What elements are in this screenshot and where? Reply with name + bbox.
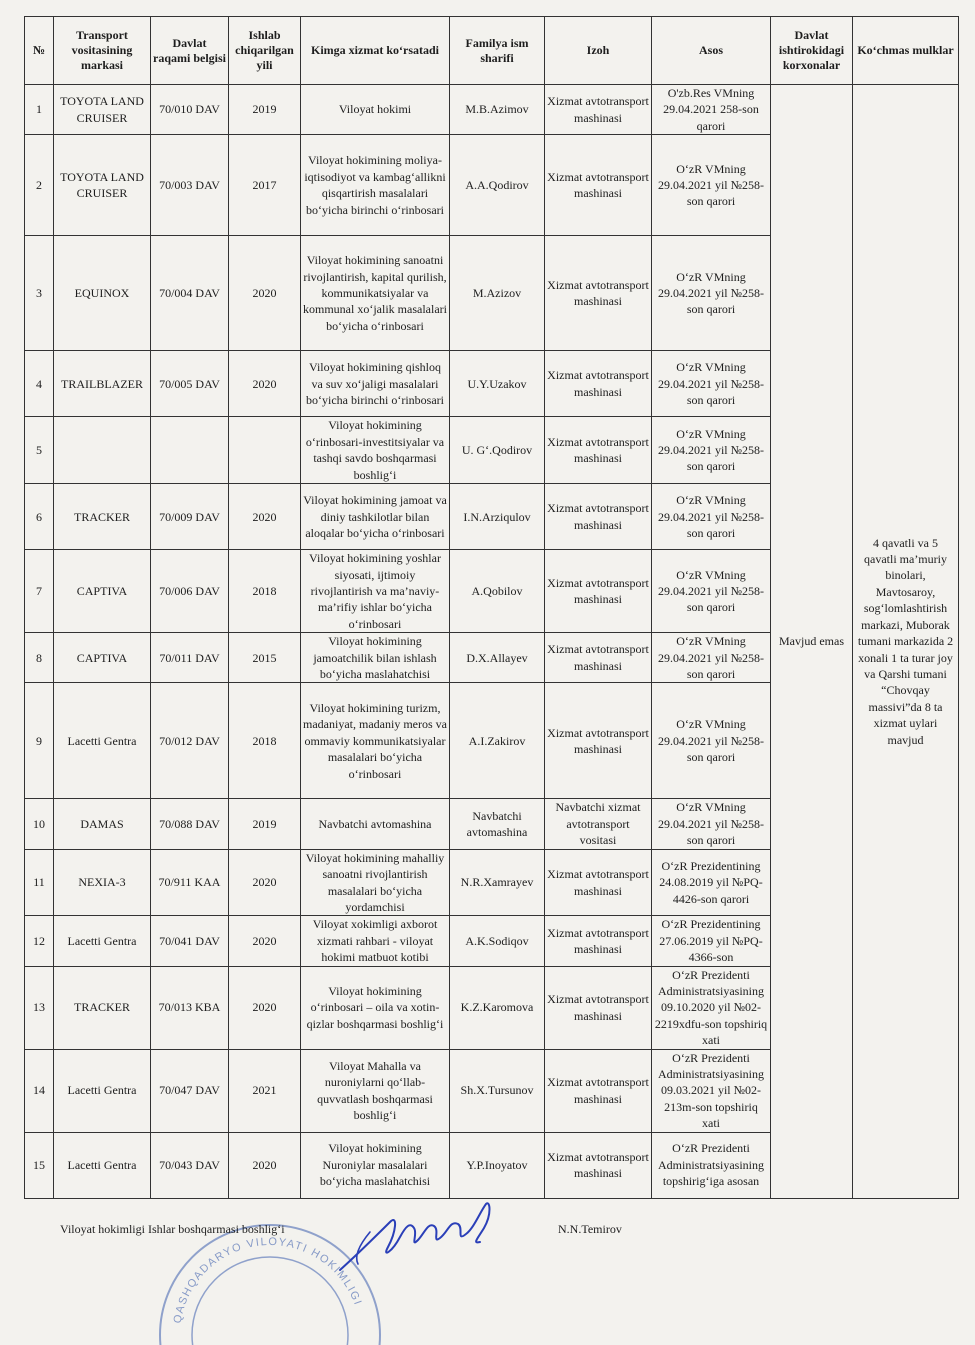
row-number: 7 — [25, 550, 54, 633]
production-year: 2019 — [229, 799, 301, 849]
vehicle-note: Xizmat avtotransport mashinasi — [545, 849, 652, 916]
header-name: Familya ism sharifi — [450, 17, 545, 85]
served-position: Navbatchi avtomashina — [301, 799, 450, 849]
legal-basis: O‘zR VMning 29.04.2021 yil №258-son qarori — [652, 683, 771, 799]
legal-basis: O‘zR VMning 29.04.2021 yil №258-son qarori — [652, 633, 771, 683]
vehicle-note: Navbatchi xizmat avtotransport vositasi — [545, 799, 652, 849]
served-position: Viloyat hokimining qishloq va suv xo‘jaligi masalalari bo‘yicha birinchi o‘rinbosari — [301, 351, 450, 417]
signature-icon — [330, 1192, 510, 1277]
vehicle-note: Xizmat avtotransport mashinasi — [545, 236, 652, 351]
table-row — [25, 85, 959, 135]
legal-basis: O‘zR Prezidenti Administratsiyasining 09.10.2020 yil №02-2219xdfu-son topshiriq xati — [652, 966, 771, 1049]
vehicle-note: Xizmat avtotransport mashinasi — [545, 966, 652, 1049]
vehicle-brand: NEXIA-3 — [54, 849, 151, 916]
person-name: U. G‘.Qodirov — [450, 417, 545, 484]
row-number: 11 — [25, 849, 54, 916]
seal-rings — [160, 1225, 380, 1345]
plate-number: 70/013 KBA — [151, 966, 229, 1049]
person-name: Y.P.Inoyatov — [450, 1132, 545, 1198]
served-position: Viloyat hokimi — [301, 85, 450, 135]
person-name: A.A.Qodirov — [450, 135, 545, 236]
person-name: K.Z.Karomova — [450, 966, 545, 1049]
row-number: 1 — [25, 85, 54, 135]
person-name: A.K.Sodiqov — [450, 916, 545, 966]
row-number: 2 — [25, 135, 54, 236]
production-year — [229, 417, 301, 484]
person-name: Navbatchi avtomashina — [450, 799, 545, 849]
production-year: 2020 — [229, 849, 301, 916]
footer-position: Viloyat hokimligi Ishlar boshqarmasi boshlig‘i — [60, 1222, 285, 1236]
vehicle-note: Xizmat avtotransport mashinasi — [545, 683, 652, 799]
person-name: M.B.Azimov — [450, 85, 545, 135]
header-basis: Asos — [652, 17, 771, 85]
person-name: A.I.Zakirov — [450, 683, 545, 799]
row-number: 14 — [25, 1049, 54, 1132]
table-header — [25, 17, 959, 85]
served-position: Viloyat hokimining yoshlar siyosati, ijtimoiy rivojlantirish va ma’naviy-ma’rifiy ishlar bo‘yicha o‘rinbosari — [301, 550, 450, 633]
vehicle-note: Xizmat avtotransport mashinasi — [545, 351, 652, 417]
served-position: Viloyat hokimining moliya-iqtisodiyot va kambag‘allikni qisqartirish masalalari bo‘yicha birinchi o‘rinbosari — [301, 135, 450, 236]
person-name: D.X.Allayev — [450, 633, 545, 683]
person-name: Sh.X.Tursunov — [450, 1049, 545, 1132]
production-year: 2020 — [229, 484, 301, 550]
vehicle-note: Xizmat avtotransport mashinasi — [545, 135, 652, 236]
header-serves: Kimga xizmat ko‘rsatadi — [301, 17, 450, 85]
served-position: Viloyat hokimining o‘rinbosari-investitsiyalar va tashqi savdo boshqarmasi boshlig‘i — [301, 417, 450, 484]
served-position: Viloyat hokimining sanoatni rivojlantirish, kapital qurilish, kommunikatsiyalar va kommunal xo‘jalik masalalari bo‘yicha o‘rinbosari — [301, 236, 450, 351]
legal-basis: O‘zR VMning 29.04.2021 yil №258-son qarori — [652, 351, 771, 417]
plate-number: 70/011 DAV — [151, 633, 229, 683]
header-year: Ishlab chiqarilgan yili — [229, 17, 301, 85]
production-year: 2018 — [229, 550, 301, 633]
plate-number: 70/004 DAV — [151, 236, 229, 351]
vehicle-brand: Lacetti Gentra — [54, 1132, 151, 1198]
served-position: Viloyat hokimining Nuroniylar masalalari bo‘yicha maslahatchisi — [301, 1132, 450, 1198]
production-year: 2020 — [229, 236, 301, 351]
header-enterprises: Davlat ishtirokidagi korxonalar — [771, 17, 853, 85]
row-number: 10 — [25, 799, 54, 849]
served-position: Viloyat hokimining jamoatchilik bilan ishlash bo‘yicha maslahatchisi — [301, 633, 450, 683]
person-name: N.R.Xamrayev — [450, 849, 545, 916]
plate-number: 70/006 DAV — [151, 550, 229, 633]
header-plate: Davlat raqami belgisi — [151, 17, 229, 85]
plate-number: 70/012 DAV — [151, 683, 229, 799]
vehicle-note: Xizmat avtotransport mashinasi — [545, 1049, 652, 1132]
header-number: № — [25, 17, 54, 85]
legal-basis: O‘zR Prezidentining 27.06.2019 yil №PQ-4366-son — [652, 916, 771, 966]
production-year: 2020 — [229, 351, 301, 417]
official-seal-icon — [150, 1195, 390, 1345]
production-year: 2015 — [229, 633, 301, 683]
vehicle-note: Xizmat avtotransport mashinasi — [545, 417, 652, 484]
legal-basis: O‘zR Prezidenti Administratsiyasining 09.03.2021 yil №02-213m-son topshiriq xati — [652, 1049, 771, 1132]
production-year: 2020 — [229, 916, 301, 966]
table-body — [25, 85, 959, 1199]
vehicle-note: Xizmat avtotransport mashinasi — [545, 1132, 652, 1198]
legal-basis: O‘zR VMning 29.04.2021 yil №258-son qarori — [652, 550, 771, 633]
row-number: 8 — [25, 633, 54, 683]
legal-basis: O‘zR VMning 29.04.2021 yil №258-son qarori — [652, 484, 771, 550]
legal-basis: O‘zR VMning 29.04.2021 yil №258-son qarori — [652, 135, 771, 236]
row-number: 3 — [25, 236, 54, 351]
vehicle-brand: CAPTIVA — [54, 633, 151, 683]
vehicle-brand: TRACKER — [54, 966, 151, 1049]
legal-basis: O‘zR VMning 29.04.2021 yil №258-son qarori — [652, 236, 771, 351]
vehicle-brand: Lacetti Gentra — [54, 1049, 151, 1132]
served-position: Viloyat hokimining o‘rinbosari – oila va xotin-qizlar boshqarmasi boshlig‘i — [301, 966, 450, 1049]
vehicle-brand: TRACKER — [54, 484, 151, 550]
legal-basis: O‘zR Prezidenti Administratsiyasining topshirig‘iga asosan — [652, 1132, 771, 1198]
legal-basis: O‘zR VMning 29.04.2021 yil №258-son qarori — [652, 799, 771, 849]
plate-number: 70/009 DAV — [151, 484, 229, 550]
header-brand: Transport vositasining markasi — [54, 17, 151, 85]
served-position: Viloyat hokimining jamoat va diniy tashkilotlar bilan aloqalar bo‘yicha o‘rinbosari — [301, 484, 450, 550]
row-number: 13 — [25, 966, 54, 1049]
real-estate-cell: 4 qavatli va 5 qavatli ma’muriy binolari, Mavtosaroy, sog‘lomlashtirish markazi, Muborak tumani markazida 2 xonali 1 ta turar joy va Qarshi tumani “Chovqay massivi”da 8 ta xizmat uylari mavjud — [853, 85, 959, 1199]
production-year: 2019 — [229, 85, 301, 135]
plate-number: 70/041 DAV — [151, 916, 229, 966]
production-year: 2018 — [229, 683, 301, 799]
vehicle-brand: TOYOTA LAND CRUISER — [54, 135, 151, 236]
person-name: M.Azizov — [450, 236, 545, 351]
plate-number — [151, 417, 229, 484]
plate-number: 70/088 DAV — [151, 799, 229, 849]
vehicles-table — [24, 16, 959, 1199]
header-note: Izoh — [545, 17, 652, 85]
plate-number: 70/911 KAA — [151, 849, 229, 916]
vehicle-brand: EQUINOX — [54, 236, 151, 351]
plate-number: 70/005 DAV — [151, 351, 229, 417]
person-name: U.Y.Uzakov — [450, 351, 545, 417]
seal-text: QASHQADARYO VILOYATI HOKIMLIGI — [171, 1235, 364, 1325]
served-position: Viloyat hokimining mahalliy sanoatni rivojlantirish masalalari bo‘yicha yordamchisi — [301, 849, 450, 916]
vehicle-brand: CAPTIVA — [54, 550, 151, 633]
vehicle-note: Xizmat avtotransport mashinasi — [545, 484, 652, 550]
row-number: 5 — [25, 417, 54, 484]
row-number: 12 — [25, 916, 54, 966]
vehicle-brand — [54, 417, 151, 484]
vehicle-brand: TOYOTA LAND CRUISER — [54, 85, 151, 135]
vehicle-note: Xizmat avtotransport mashinasi — [545, 633, 652, 683]
header-real-estate: Ko‘chmas mulklar — [853, 17, 959, 85]
person-name: I.N.Arziqulov — [450, 484, 545, 550]
person-name: A.Qobilov — [450, 550, 545, 633]
vehicle-note: Xizmat avtotransport mashinasi — [545, 550, 652, 633]
vehicle-note: Xizmat avtotransport mashinasi — [545, 85, 652, 135]
row-number: 9 — [25, 683, 54, 799]
footer-name: N.N.Temirov — [558, 1222, 622, 1236]
row-number: 4 — [25, 351, 54, 417]
served-position: Viloyat Mahalla va nuroniylarni qo‘llab-quvvatlash boshqarmasi boshlig‘i — [301, 1049, 450, 1132]
vehicle-brand: Lacetti Gentra — [54, 916, 151, 966]
production-year: 2020 — [229, 1132, 301, 1198]
enterprises-cell: Mavjud emas — [771, 85, 853, 1199]
legal-basis: O‘zR Prezidentining 24.08.2019 yil №PQ-4426-son qarori — [652, 849, 771, 916]
production-year: 2017 — [229, 135, 301, 236]
plate-number: 70/010 DAV — [151, 85, 229, 135]
legal-basis: O‘zR VMning 29.04.2021 yil №258-son qarori — [652, 417, 771, 484]
vehicle-brand: Lacetti Gentra — [54, 683, 151, 799]
legal-basis: O'zb.Res VMning 29.04.2021 258-son qarori — [652, 85, 771, 135]
production-year: 2021 — [229, 1049, 301, 1132]
production-year: 2020 — [229, 966, 301, 1049]
served-position: Viloyat xokimligi axborot xizmati rahbari - viloyat hokimi matbuot kotibi — [301, 916, 450, 966]
row-number: 6 — [25, 484, 54, 550]
plate-number: 70/003 DAV — [151, 135, 229, 236]
plate-number: 70/047 DAV — [151, 1049, 229, 1132]
plate-number: 70/043 DAV — [151, 1132, 229, 1198]
served-position: Viloyat hokimining turizm, madaniyat, madaniy meros va ommaviy kommunikatsiyalar masalalari bo‘yicha o‘rinbosari — [301, 683, 450, 799]
vehicle-brand: TRAILBLAZER — [54, 351, 151, 417]
vehicle-brand: DAMAS — [54, 799, 151, 849]
row-number: 15 — [25, 1132, 54, 1198]
vehicle-note: Xizmat avtotransport mashinasi — [545, 916, 652, 966]
